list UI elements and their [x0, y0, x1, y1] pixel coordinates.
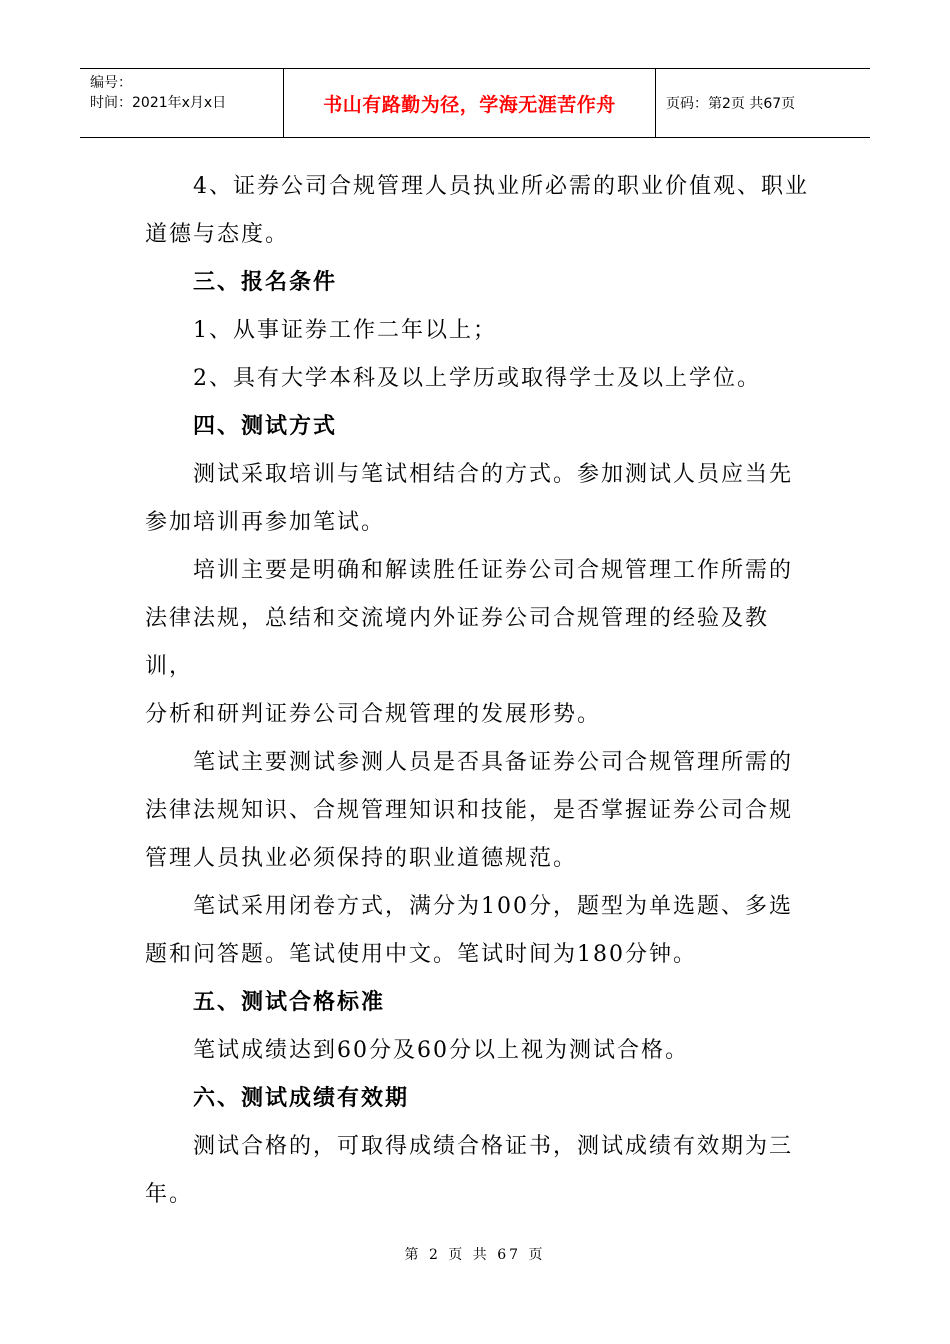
- paragraph: 笔试主要测试参测人员是否具备证券公司合规管理所需的: [193, 750, 794, 775]
- paragraph-continued: 道德与态度。: [145, 222, 290, 247]
- paragraph-continued: 题和问答题。笔试使用中文。笔试时间为180分钟。: [145, 942, 697, 967]
- paragraph: 4、证券公司合规管理人员执业所必需的职业价值观、职业: [193, 174, 809, 199]
- paragraph-continued: 分析和研判证券公司合规管理的发展形势。: [145, 702, 602, 727]
- section-heading: 四、测试方式: [193, 414, 338, 439]
- doc-number-label: 编号：: [90, 75, 132, 91]
- document-body: [145, 163, 810, 1219]
- header-motto: 书山有路勤为径，学海无涯苦作舟: [323, 93, 616, 116]
- paragraph-continued: 管理人员执业必须保持的职业道德规范。: [145, 846, 578, 871]
- paragraph-continued: 参加培训再参加笔试。: [145, 510, 386, 535]
- section-heading: 五、测试合格标准: [193, 990, 386, 1015]
- paragraph: 笔试成绩达到60分及60分以上视为测试合格。: [193, 1038, 689, 1063]
- header-motto-cell: [283, 69, 656, 137]
- paragraph: 测试合格的，可取得成绩合格证书，测试成绩有效期为三: [193, 1134, 794, 1159]
- section-heading: 六、测试成绩有效期: [193, 1086, 410, 1111]
- paragraph-continued: 法律法规知识、合规管理知识和技能，是否掌握证券公司合规: [145, 798, 794, 823]
- section-heading: 三、报名条件: [193, 270, 338, 295]
- doc-time-label: 时间：2021年x月x日: [90, 95, 227, 111]
- paragraph: 1、从事证券工作二年以上；: [193, 318, 497, 343]
- paragraph: 测试采取培训与笔试相结合的方式。参加测试人员应当先: [193, 462, 794, 487]
- header-page-info: 页码：第2页 共67页: [666, 96, 796, 112]
- page-header: [80, 68, 870, 138]
- paragraph-continued: 年。: [145, 1182, 194, 1207]
- page-footer: 第 2 页 共 67 页: [404, 1247, 546, 1263]
- header-right-cell: [656, 69, 870, 137]
- paragraph: 培训主要是明确和解读胜任证券公司合规管理工作所需的: [193, 558, 794, 583]
- paragraph: 笔试采用闭卷方式，满分为100分，题型为单选题、多选: [193, 894, 793, 919]
- header-left-cell: [80, 69, 282, 137]
- paragraph: 2、具有大学本科及以上学历或取得学士及以上学位。: [193, 366, 761, 391]
- paragraph-continued: 法律法规，总结和交流境内外证券公司合规管理的经验及教训，: [145, 606, 770, 679]
